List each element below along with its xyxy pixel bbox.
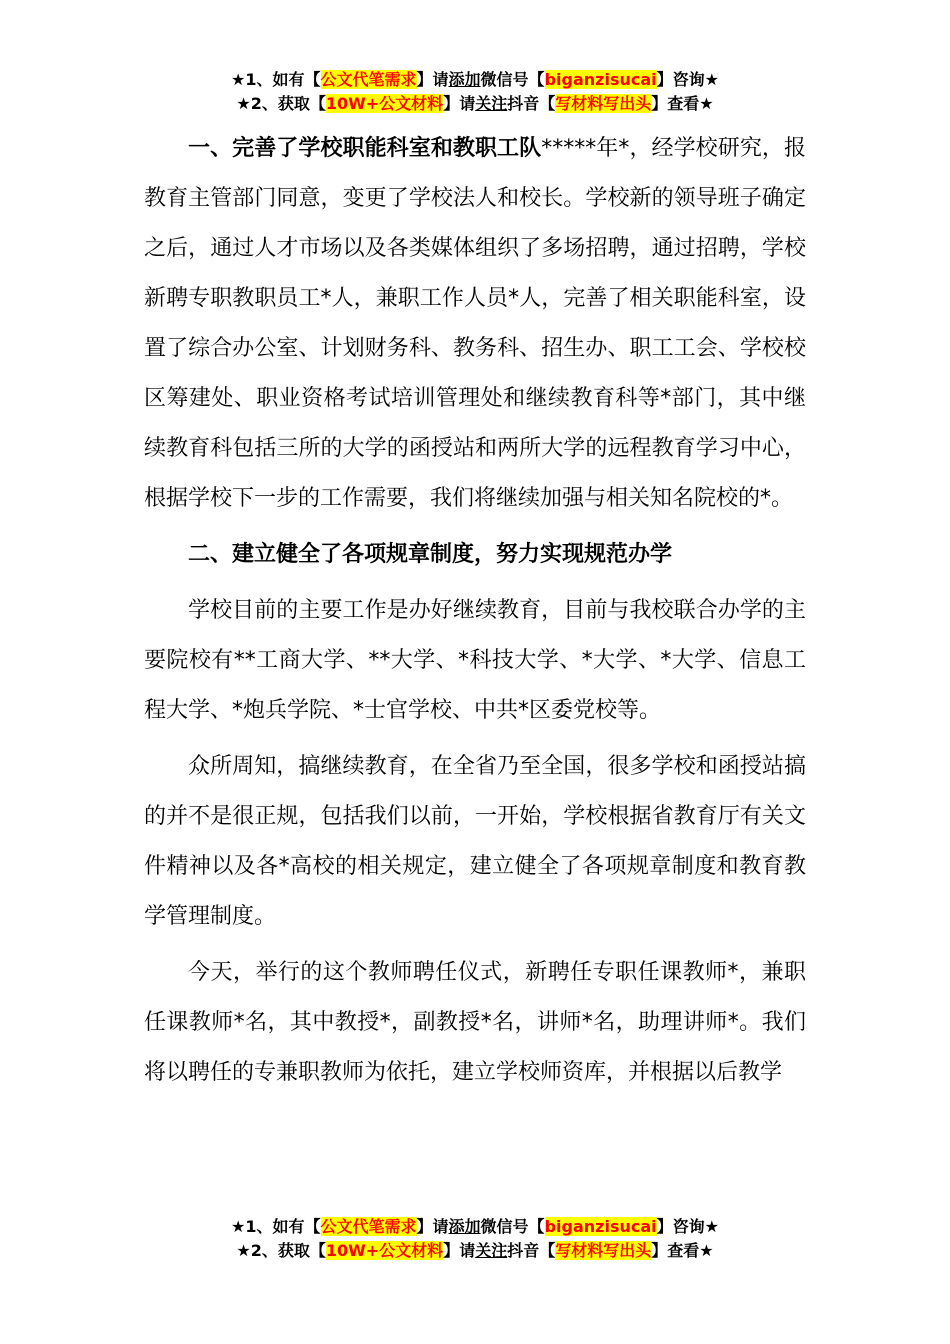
bottom-banner [0,1215,950,1263]
banner-text: ★1、如有【 [231,70,321,89]
banner-text: 抖音【 [507,1241,556,1260]
banner-text: 】请 [443,1241,476,1260]
banner-highlight: 10W+公文材料 [325,1241,444,1260]
banner-text: ★1、如有【 [231,1217,321,1236]
banner-text: ★2、获取【 [236,1241,326,1260]
banner-line-2 [0,1239,950,1263]
section-2-heading: 二、建立健全了各项规章制度，努力实现规范办学 [188,542,673,567]
banner-underlined: 添加 [448,1217,481,1236]
banner-wechat-id: biganzisucai [544,70,657,89]
document-body [144,124,806,1098]
banner-text: ★2、获取【 [236,94,326,113]
banner-douyin-id: 写材料写出头 [555,94,652,113]
banner-highlight: 公文代笔需求 [320,1217,417,1236]
banner-underlined: 关注 [475,94,508,113]
paragraph-3: 学校目前的主要工作是办好继续教育，目前与我校联合办学的主要院校有**工商大学、**大学、*科技大学、*大学、*大学、信息工程大学、*炮兵学院、*士官学校、中共*区委党校等。 [144,598,806,723]
paragraph-5: 今天，举行的这个教师聘任仪式，新聘任专职任课教师*，兼职任课教师*名，其中教授*，副教授*名，讲师*名，助理讲师*。我们将以聘任的专兼职教师为依托，建立学校师资库，并根据以后教学 [144,960,806,1085]
banner-highlight: 10W+公文材料 [325,94,444,113]
banner-text: 微信号【 [480,70,545,89]
section-1-heading: 一、完善了学校职能科室和教职工队 [188,136,542,161]
banner-line-2 [0,92,950,116]
banner-text: 】请 [443,94,476,113]
top-banner [0,68,950,116]
paragraph-1-text: *****年*，经学校研究，报教育主管部门同意，变更了学校法人和校长。学校新的领导班子确定之后，通过人才市场以及各类媒体组织了多场招聘，通过招聘，学校新聘专职教职员工*人，兼职工作人员*人，完善了相关职能科室，设置了综合办公室、计划财务科、教务科、招生办、职工工会、学校校区筹建处、职业资格考试培训管理处和继续教育科等*部门，其中继续教育科包括三所的大学的函授站和两所大学的远程教育学习中心，根据学校下一步的工作需要，我们将继续加强与相关知名院校的*。 [144,136,806,511]
banner-highlight: 公文代笔需求 [320,70,417,89]
banner-text: 】请 [416,1217,449,1236]
banner-douyin-id: 写材料写出头 [555,1241,652,1260]
paragraph-1 [144,124,806,524]
banner-text: 】查看★ [651,1241,714,1260]
banner-text: 】请 [416,70,449,89]
banner-text: 】咨询★ [656,1217,719,1236]
paragraph-4: 众所周知，搞继续教育，在全省乃至全国，很多学校和函授站搞的并不是很正规，包括我们以前，一开始，学校根据省教育厅有关文件精神以及各*高校的相关规定，建立健全了各项规章制度和教育教学管理制度。 [144,754,806,929]
banner-line-1 [0,68,950,92]
banner-line-1 [0,1215,950,1239]
banner-underlined: 添加 [448,70,481,89]
banner-text: 抖音【 [507,94,556,113]
banner-underlined: 关注 [475,1241,508,1260]
banner-text: 微信号【 [480,1217,545,1236]
banner-text: 】查看★ [651,94,714,113]
banner-wechat-id: biganzisucai [544,1217,657,1236]
banner-text: 】咨询★ [656,70,719,89]
